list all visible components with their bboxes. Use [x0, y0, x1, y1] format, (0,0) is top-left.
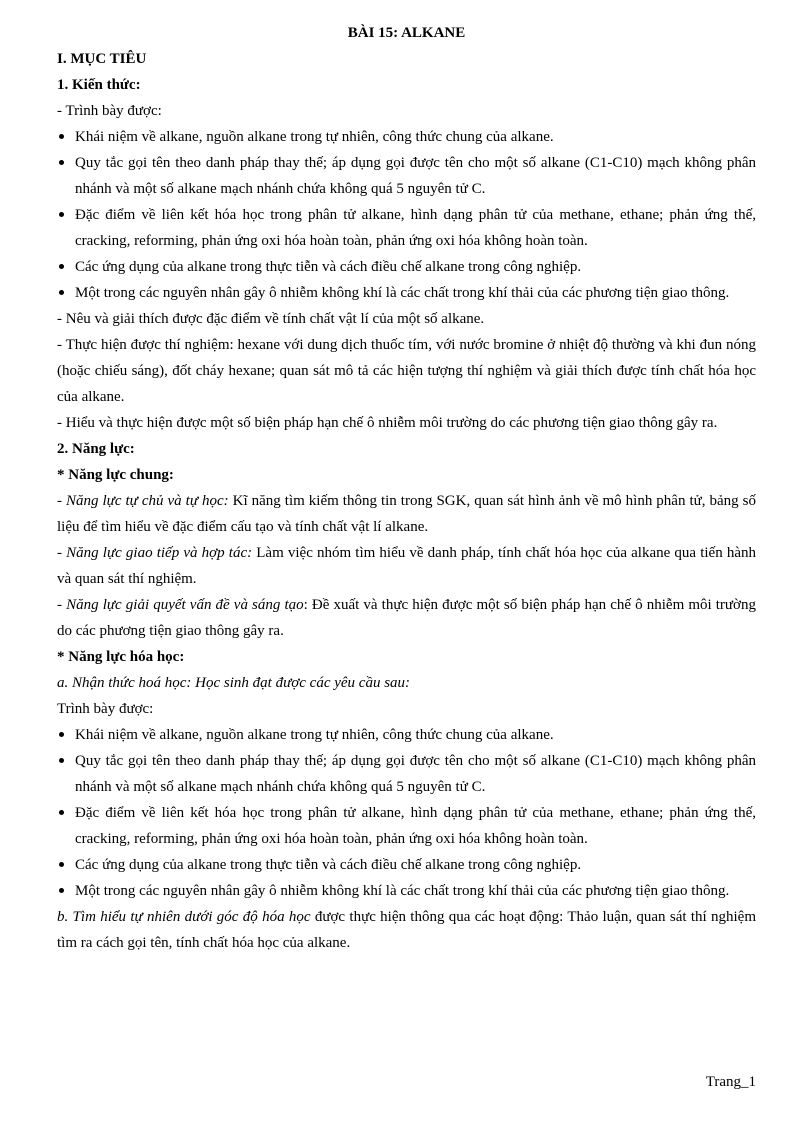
- chemistry-intro: Trình bày được:: [57, 701, 154, 717]
- competence-label: - Năng lực giao tiếp và hợp tác:: [57, 545, 253, 561]
- competence-text: Kĩ năng tìm kiếm thông tin trong SGK, quan sát hình ảnh về mô hình phân tử, bảng số liệu để tìm hiểu về đặc điểm cấu tạo và tính chất vật lí alkane.: [57, 493, 757, 535]
- knowledge-bullet: Đặc điểm về liên kết hóa học trong phân tử alkane, hình dạng phân tử của methane, ethane; phản ứng thế, cracking, reforming, phản ứng oxi hóa hoàn toàn, phản ứng oxi hóa không hoàn toàn.: [57, 202, 756, 254]
- chemistry-bullet: Khái niệm về alkane, nguồn alkane trong tự nhiên, công thức chung của alkane.: [57, 722, 756, 748]
- knowledge-heading: 1. Kiến thức:: [57, 77, 141, 93]
- knowledge-point: - Nêu và giải thích được đặc điểm về tính chất vật lí của một số alkane.: [57, 311, 485, 327]
- chemistry-bullet: Đặc điểm về liên kết hóa học trong phân tử alkane, hình dạng phân tử của methane, ethane; phản ứng thế, cracking, reforming, phản ứng oxi hóa hoàn toàn, phản ứng oxi hóa không hoàn toàn.: [57, 800, 756, 852]
- section-heading-objectives: I. MỤC TIÊU: [57, 51, 147, 67]
- chemistry-bullet: Các ứng dụng của alkane trong thực tiễn và cách điều chế alkane trong công nghiệp.: [57, 852, 756, 878]
- chemistry-b-text: được thực hiện thông qua các hoạt động: Thảo luận, quan sát thí nghiệm tìm ra cách gọi tên, tính chất hóa học của alkane.: [57, 909, 756, 951]
- competence-label: - Năng lực tự chủ và tự học:: [57, 493, 229, 509]
- knowledge-point: - Thực hiện được thí nghiệm: hexane với dung dịch thuốc tím, với nước bromine ở nhiệt độ thường và khi đun nóng (hoặc chiếu sáng), đốt cháy hexane; quan sát mô tả các hiện tượng thí nghiệm và giải thích được tính chất hóa học của alkane.: [57, 337, 756, 405]
- knowledge-bullet: Các ứng dụng của alkane trong thực tiễn và cách điều chế alkane trong công nghiệp.: [57, 254, 756, 280]
- chemistry-bullet: Một trong các nguyên nhân gây ô nhiễm không khí là các chất trong khí thải của các phương tiện giao thông.: [57, 878, 756, 904]
- chemistry-bullet: Quy tắc gọi tên theo danh pháp thay thế; áp dụng gọi được tên cho một số alkane (C1-C10) mạch không phân nhánh và một số alkane mạch nhánh chứa không quá 5 nguyên tử C.: [57, 748, 756, 800]
- knowledge-bullet: Khái niệm về alkane, nguồn alkane trong tự nhiên, công thức chung của alkane.: [57, 124, 756, 150]
- chemistry-competence-heading: * Năng lực hóa học:: [57, 649, 185, 665]
- chemistry-b-paragraph: [57, 904, 756, 956]
- chemistry-b-label: b. Tìm hiểu tự nhiên dưới góc độ hóa học: [57, 909, 311, 925]
- knowledge-bullet: Quy tắc gọi tên theo danh pháp thay thế; áp dụng gọi được tên cho một số alkane (C1-C10) mạch không phân nhánh và một số alkane mạch nhánh chứa không quá 5 nguyên tử C.: [57, 150, 756, 202]
- knowledge-intro: - Trình bày được:: [57, 103, 162, 119]
- knowledge-bullet: Một trong các nguyên nhân gây ô nhiễm không khí là các chất trong khí thải của các phương tiện giao thông.: [57, 280, 756, 306]
- competence-text: Làm việc nhóm tìm hiểu về danh pháp, tính chất hóa học của alkane qua tiến hành và quan sát thí nghiệm.: [57, 545, 756, 587]
- general-competence-item: [57, 488, 756, 540]
- lesson-title: BÀI 15: ALKANE: [347, 25, 466, 41]
- general-competence-heading: * Năng lực chung:: [57, 467, 174, 483]
- knowledge-point: - Hiểu và thực hiện được một số biện pháp hạn chế ô nhiễm môi trường do các phương tiện giao thông gây ra.: [57, 415, 718, 431]
- document-page: [57, 20, 756, 956]
- competence-text: : Đề xuất và thực hiện được một số biện pháp hạn chế ô nhiễm môi trường do các phương tiện giao thông gây ra.: [57, 597, 756, 639]
- general-competence-item: [57, 540, 756, 592]
- competence-label: - Năng lực giải quyết vấn đề và sáng tạo: [57, 597, 304, 613]
- chemistry-awareness-heading: a. Nhận thức hoá học: Học sinh đạt được các yêu cầu sau:: [57, 675, 411, 691]
- page-number: Trang_1: [705, 1074, 756, 1090]
- competence-heading: 2. Năng lực:: [57, 441, 135, 457]
- general-competence-item: [57, 592, 756, 644]
